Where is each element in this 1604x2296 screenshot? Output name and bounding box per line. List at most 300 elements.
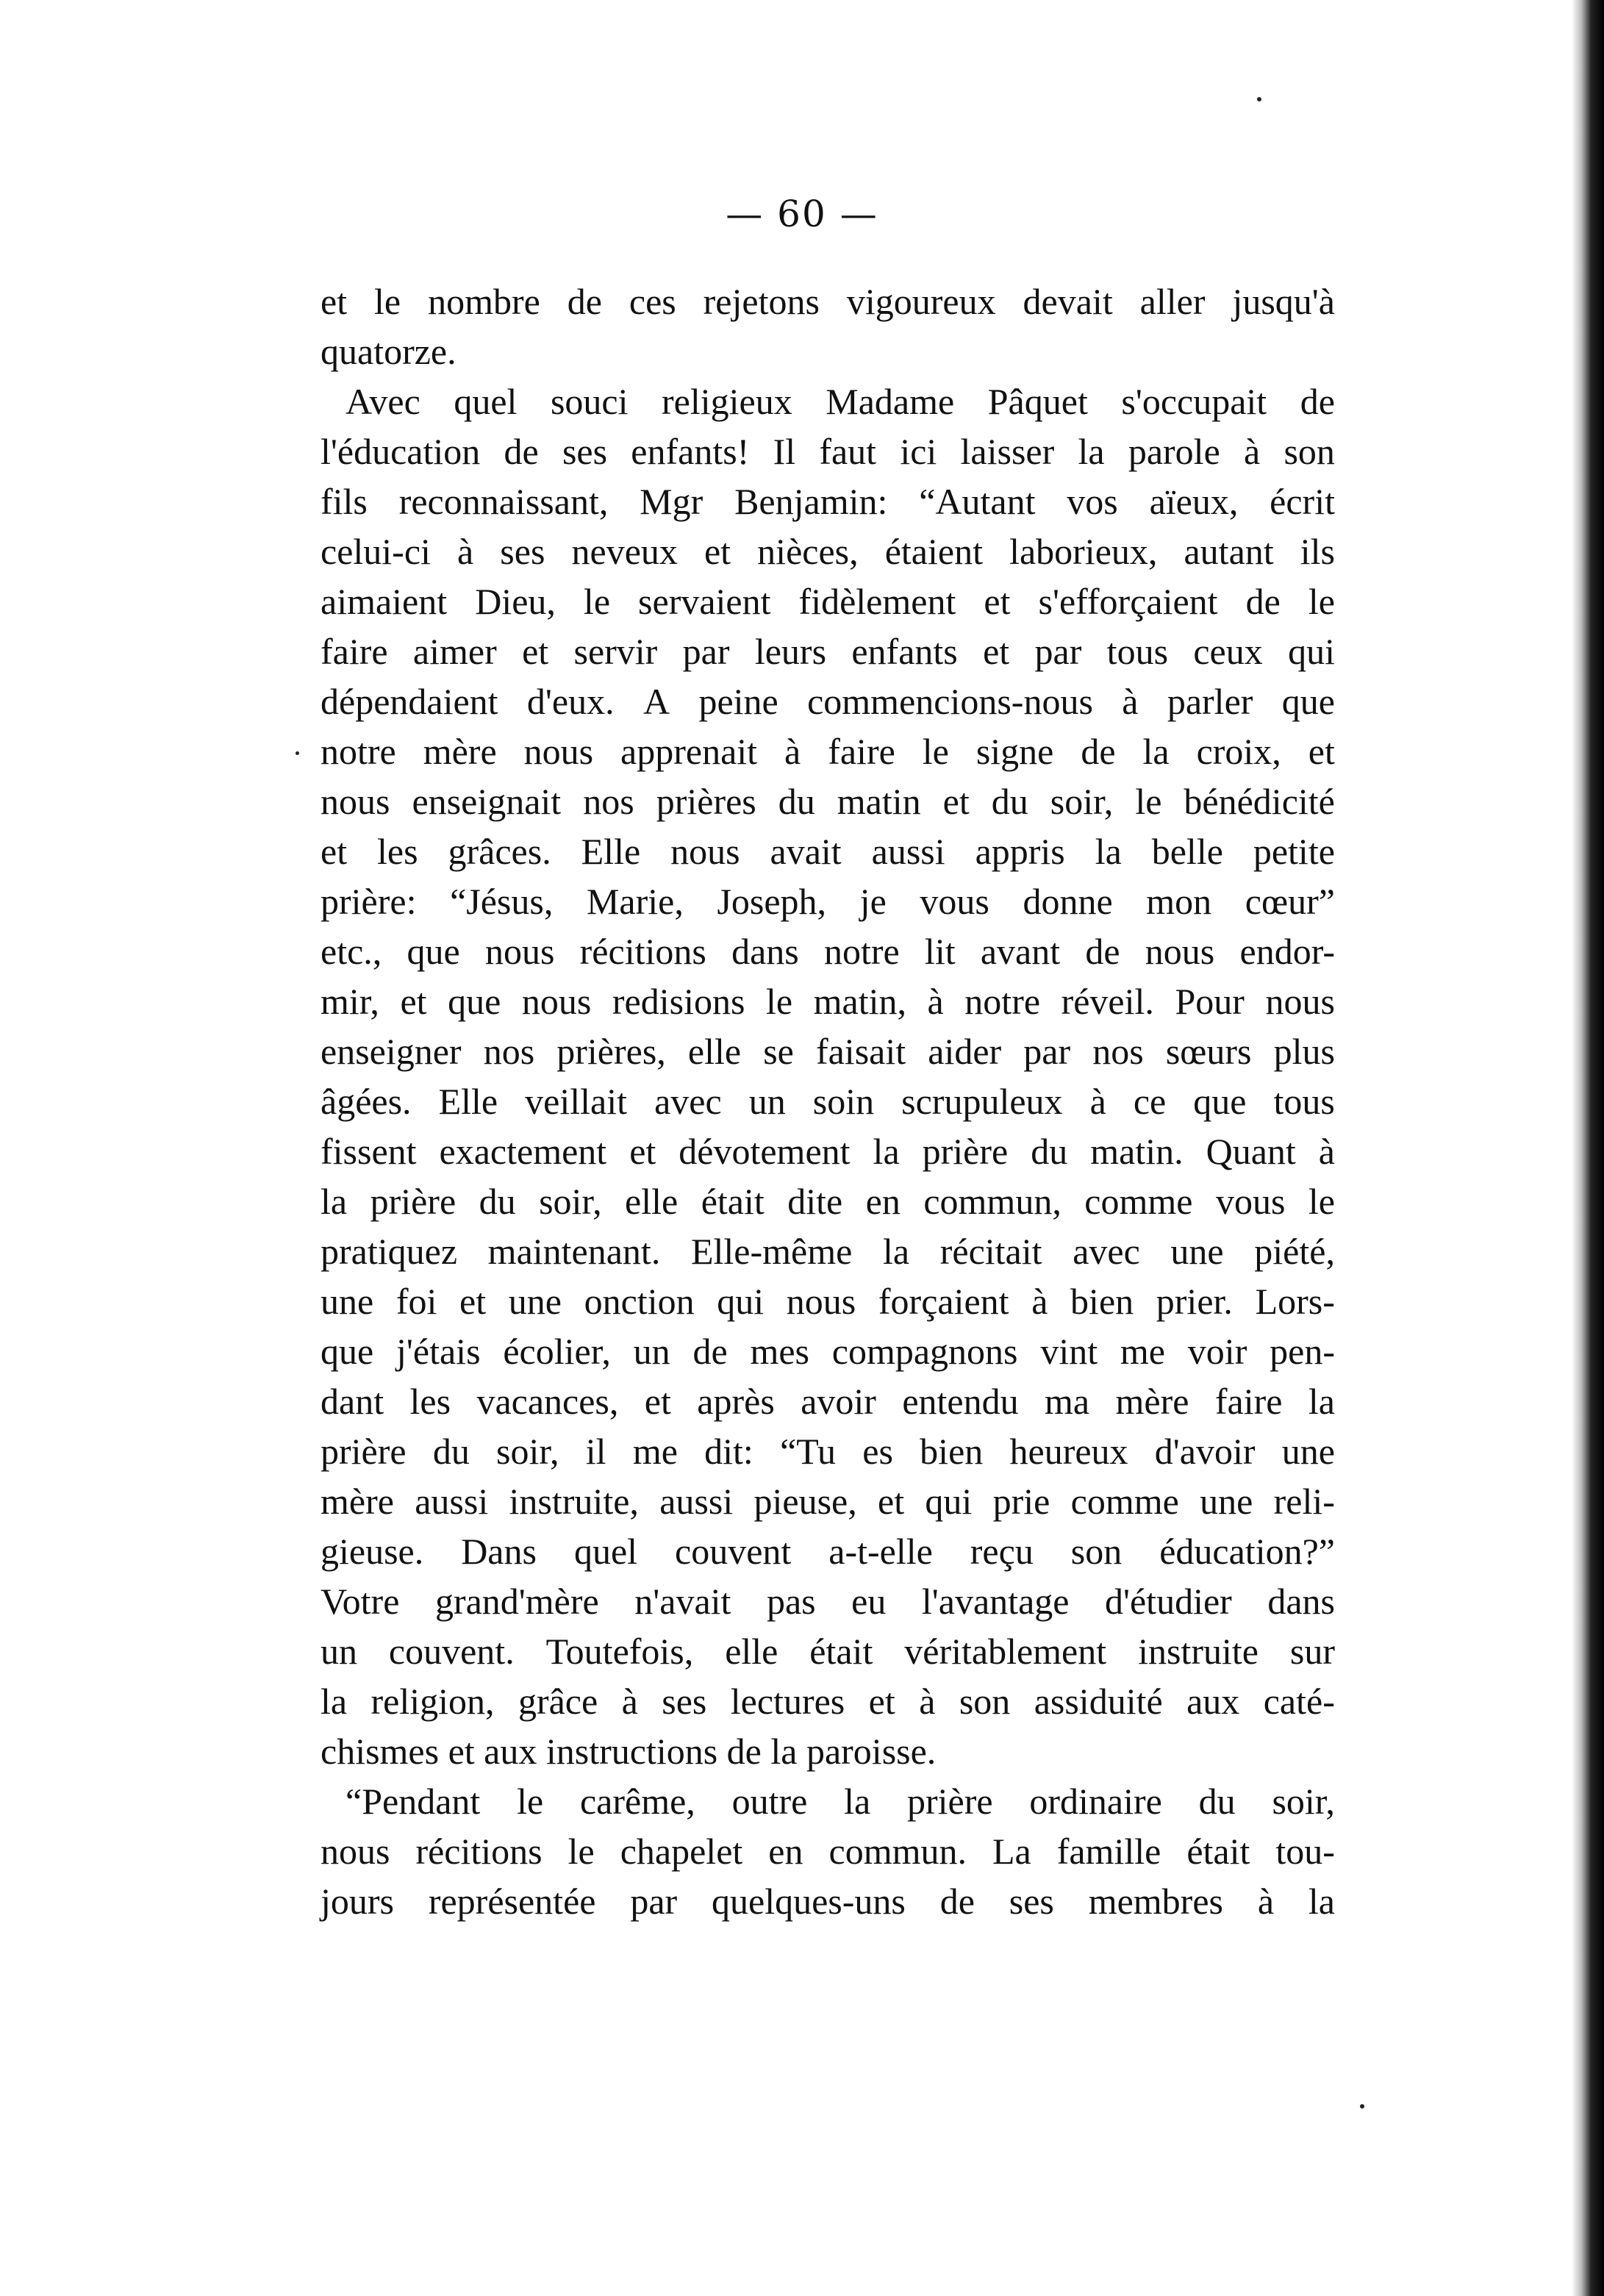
word: la <box>1308 1881 1335 1922</box>
word: parler <box>1167 681 1253 722</box>
word: matin, <box>813 981 906 1022</box>
word: onction <box>584 1281 695 1322</box>
word: pas <box>766 1581 816 1622</box>
word: mère <box>423 731 497 772</box>
word: comme <box>1070 1481 1179 1522</box>
text-line <box>321 726 1335 776</box>
word: grâces. <box>448 831 551 872</box>
word: prière <box>370 1181 457 1222</box>
word: nos <box>483 1031 535 1072</box>
word: prières <box>656 781 756 822</box>
text-line <box>321 526 1335 576</box>
word: Joseph, <box>717 881 827 922</box>
scan-speck <box>296 751 299 755</box>
word: la <box>1308 1381 1335 1422</box>
word: récitions <box>415 1831 543 1872</box>
text-line <box>321 826 1335 876</box>
word: en <box>865 1181 901 1222</box>
word: petite <box>1253 831 1335 872</box>
word: que <box>1281 681 1335 722</box>
word: qui <box>717 1281 765 1322</box>
text-line <box>321 776 1335 826</box>
word: était <box>701 1181 765 1222</box>
word: reconnaissant, <box>398 481 609 522</box>
word: avoir <box>801 1381 876 1422</box>
word: était <box>1186 1831 1250 1872</box>
word: la <box>1078 431 1105 472</box>
word: par <box>682 631 730 672</box>
word: nièces, <box>757 531 859 572</box>
word: couvent <box>675 1531 792 1572</box>
word: à <box>621 1681 638 1722</box>
word: mon <box>1146 881 1212 922</box>
word: tous <box>1273 1081 1335 1122</box>
word: Madame <box>826 381 955 422</box>
word: elle <box>687 1031 742 1072</box>
word: la <box>321 1181 348 1222</box>
word: avec <box>654 1081 722 1122</box>
word: à <box>1089 1081 1106 1122</box>
word: matin. <box>1090 1131 1184 1172</box>
word: enseignait <box>412 781 562 822</box>
word: du <box>1031 1131 1068 1172</box>
word: que <box>448 981 501 1022</box>
word: rejetons <box>703 281 820 322</box>
word: écrit <box>1270 481 1335 522</box>
text-line <box>321 1526 1335 1576</box>
word: jours <box>321 1881 394 1922</box>
word: et <box>400 981 427 1022</box>
word: que <box>407 931 460 972</box>
word: j'étais <box>396 1331 481 1372</box>
word: de <box>692 1331 728 1372</box>
scan-speck <box>1360 2104 1364 2109</box>
word: le <box>583 581 611 622</box>
word: prière <box>922 1131 1009 1172</box>
word: et <box>522 631 549 672</box>
word: Benjamin: <box>734 481 888 522</box>
word: le <box>765 981 793 1022</box>
text-line <box>321 1026 1335 1076</box>
text-line <box>321 976 1335 1026</box>
word: piété, <box>1254 1231 1335 1272</box>
word: Elle <box>581 831 641 872</box>
word: tous <box>1106 631 1169 672</box>
word: nombre <box>428 281 540 322</box>
word: un <box>321 1631 357 1672</box>
word: outre <box>731 1781 808 1822</box>
word: dévotement <box>679 1131 851 1172</box>
word: cœur” <box>1245 881 1335 922</box>
word: à <box>784 731 801 772</box>
word: prière <box>907 1781 993 1822</box>
word: du <box>778 781 815 822</box>
word: qui <box>925 1481 973 1522</box>
word: avait <box>770 831 842 872</box>
word: prière <box>321 1431 407 1472</box>
word: compagnons <box>831 1331 1018 1372</box>
word: soir, <box>496 1431 559 1472</box>
word: Pour <box>1175 981 1245 1022</box>
word: enfants <box>851 631 958 672</box>
word: un <box>748 1081 786 1122</box>
word: d'eux. <box>526 681 615 722</box>
word: autant <box>1184 531 1274 572</box>
word: soir, <box>539 1181 602 1222</box>
word: laborieux, <box>1009 531 1158 572</box>
word: souci <box>550 381 629 422</box>
word: Mgr <box>640 481 703 522</box>
word: appris <box>975 831 1065 872</box>
word: une <box>1200 1481 1253 1522</box>
word: comme <box>1084 1181 1193 1222</box>
word: n'avait <box>634 1581 731 1622</box>
word: et <box>321 831 348 872</box>
word: veillait <box>525 1081 628 1122</box>
word: aimer <box>412 631 497 672</box>
word: elle <box>625 1181 679 1222</box>
word: de <box>1300 381 1335 422</box>
word: et <box>984 581 1011 622</box>
word: Marie, <box>586 881 684 922</box>
word: se <box>763 1031 794 1072</box>
word: Quant <box>1206 1131 1296 1172</box>
word: représentée <box>428 1881 596 1922</box>
word: récitait <box>939 1231 1042 1272</box>
word: neveux <box>571 531 678 572</box>
word: religieux <box>662 381 792 422</box>
text-line: quatorze. <box>321 331 457 372</box>
word: à <box>927 981 944 1022</box>
word: bien <box>920 1431 984 1472</box>
word: grand'mère <box>434 1581 599 1622</box>
text-line <box>321 1076 1335 1126</box>
word: d'avoir <box>1154 1431 1256 1472</box>
word: avant <box>980 931 1061 972</box>
word: ces <box>629 281 676 322</box>
word: notre <box>321 731 396 772</box>
word: servaient <box>638 581 771 622</box>
scan-edge-shadow <box>1572 0 1604 2296</box>
word: et <box>629 1131 656 1172</box>
word: le <box>1308 581 1335 622</box>
word: assiduité <box>1034 1681 1163 1722</box>
word: avec <box>1073 1231 1140 1272</box>
word: fils <box>321 481 368 522</box>
word: dite <box>787 1181 843 1222</box>
word: soir, <box>1050 781 1114 822</box>
text-line: chismes et aux instructions de la paroisse. <box>321 1731 937 1772</box>
word: aussi <box>415 1481 489 1522</box>
word: aller <box>1139 281 1206 322</box>
word: et <box>1308 731 1335 772</box>
word: “Pendant <box>345 1781 481 1822</box>
word: et <box>878 1481 905 1522</box>
word: une <box>1281 1431 1335 1472</box>
word: leurs <box>754 631 827 672</box>
word: endor- <box>1239 931 1335 972</box>
word: Elle <box>438 1081 498 1122</box>
word: les <box>377 831 418 872</box>
word: à <box>1257 1881 1275 1922</box>
word: vigoureux <box>846 281 996 322</box>
word: étaient <box>884 531 983 572</box>
word: commun. <box>828 1831 967 1872</box>
word: Dans <box>461 1531 537 1572</box>
word: réveil. <box>1061 981 1154 1022</box>
text-line <box>321 1876 1335 1926</box>
word: pieuse, <box>753 1481 857 1522</box>
word: soin <box>812 1081 875 1122</box>
text-line <box>321 1276 1335 1326</box>
text-line <box>321 276 1335 326</box>
text-line <box>321 1676 1335 1726</box>
word: mes <box>750 1331 809 1372</box>
word: par <box>630 1881 678 1922</box>
word: nous <box>523 731 594 772</box>
word: que <box>1193 1081 1247 1122</box>
word: vacances, <box>476 1381 619 1422</box>
word: la <box>1142 731 1170 772</box>
word: la <box>1095 831 1122 872</box>
word: le <box>374 281 401 322</box>
text-line <box>321 626 1335 676</box>
word: notre <box>823 931 900 972</box>
word: écolier, <box>503 1331 611 1372</box>
word: et <box>703 531 731 572</box>
word: ma <box>1045 1381 1090 1422</box>
word: Il <box>773 431 796 472</box>
word: Votre <box>321 1581 400 1622</box>
word: ce <box>1133 1081 1167 1122</box>
word: laisser <box>960 431 1055 472</box>
text-line <box>321 1226 1335 1276</box>
word: récitions <box>579 931 706 972</box>
word: nos <box>1092 1031 1144 1072</box>
word: dépendaient <box>321 681 498 722</box>
word: “Jésus, <box>450 881 554 922</box>
word: le <box>517 1781 544 1822</box>
word: dit: <box>704 1431 753 1472</box>
word: mère <box>1115 1381 1189 1422</box>
word: un <box>633 1331 670 1372</box>
word: reli- <box>1273 1481 1335 1522</box>
word: redisions <box>612 981 745 1022</box>
word: carême, <box>579 1781 695 1822</box>
word: ses <box>1009 1881 1054 1922</box>
word: La <box>992 1831 1031 1872</box>
text-line <box>321 476 1335 526</box>
word: ceux <box>1193 631 1263 672</box>
text-line <box>321 926 1335 976</box>
word: aïeux, <box>1149 481 1239 522</box>
word: de <box>939 1881 975 1922</box>
text-line <box>321 1126 1335 1176</box>
word: véritablement <box>904 1631 1107 1672</box>
word: âgées. <box>321 1081 412 1122</box>
word: maintenant. <box>487 1231 661 1272</box>
word: croix, <box>1196 731 1281 772</box>
text-line <box>321 1326 1335 1376</box>
word: en <box>768 1831 803 1872</box>
body-text <box>321 276 1335 1926</box>
word: nous <box>1265 981 1335 1022</box>
word: lit <box>924 931 956 972</box>
word: ils <box>1300 531 1335 572</box>
word: tou- <box>1275 1831 1335 1872</box>
word: bénédicité <box>1184 781 1335 822</box>
word: prières, <box>556 1031 666 1072</box>
word: après <box>697 1381 775 1422</box>
word: du <box>432 1431 470 1472</box>
text-line <box>321 1826 1335 1876</box>
word: pen- <box>1270 1331 1335 1372</box>
word: à <box>919 1681 936 1722</box>
word: voir <box>1187 1331 1247 1372</box>
word: donne <box>1023 881 1113 922</box>
word: eu <box>851 1581 887 1622</box>
text-line <box>321 1376 1335 1426</box>
word: religion, <box>370 1681 495 1722</box>
word: mère <box>321 1481 394 1522</box>
word: je <box>859 881 887 922</box>
word: scrupuleux <box>901 1081 1063 1122</box>
word: me <box>632 1431 678 1472</box>
word: ordinaire <box>1029 1781 1162 1822</box>
word: était <box>809 1631 873 1672</box>
word: à <box>1318 1131 1335 1172</box>
word: l'avantage <box>921 1581 1070 1622</box>
word: nous <box>521 981 592 1022</box>
word: Avec <box>345 381 420 422</box>
word: a-t-elle <box>828 1531 933 1572</box>
word: dans <box>731 931 799 972</box>
word: nos <box>583 781 634 822</box>
word: éducation?” <box>1159 1531 1335 1572</box>
word: famille <box>1056 1831 1161 1872</box>
word: couvent. <box>388 1631 515 1672</box>
word: faisait <box>815 1031 906 1072</box>
word: et <box>983 631 1010 672</box>
word: enfants! <box>631 431 750 472</box>
word: nous <box>1145 931 1215 972</box>
word: bien <box>1070 1281 1134 1322</box>
text-line <box>321 1776 1335 1826</box>
word: Pâquet <box>987 381 1088 422</box>
word: le <box>1135 781 1162 822</box>
word: s'occupait <box>1121 381 1267 422</box>
word: de <box>504 431 539 472</box>
word: que <box>321 1331 374 1372</box>
word: aimaient <box>321 581 448 622</box>
word: nous <box>321 1831 390 1872</box>
word: enseigner <box>321 1031 462 1072</box>
word: la <box>844 1781 871 1822</box>
word: plus <box>1273 1031 1335 1072</box>
word: foi <box>395 1281 437 1322</box>
word: à <box>457 531 474 572</box>
word: peine <box>698 681 778 722</box>
word: lectures <box>730 1681 845 1722</box>
word: aussi <box>659 1481 734 1522</box>
word: celui-ci <box>321 531 431 572</box>
word: fidèlement <box>798 581 956 622</box>
word: vous <box>920 881 989 922</box>
word: commencions-nous <box>807 681 1093 722</box>
word: chapelet <box>620 1831 743 1872</box>
word: ses <box>662 1681 707 1722</box>
text-line <box>321 1626 1335 1676</box>
word: nous <box>670 831 740 872</box>
word: et <box>942 781 970 822</box>
word: caté- <box>1263 1681 1335 1722</box>
word: et <box>321 281 348 322</box>
text-line <box>321 1176 1335 1226</box>
word: l'éducation <box>321 431 481 472</box>
word: forçaient <box>878 1281 1009 1322</box>
word: la <box>882 1231 910 1272</box>
text-line <box>321 426 1335 476</box>
word: une <box>321 1281 374 1322</box>
word: sur <box>1289 1631 1335 1672</box>
word: gieuse. <box>321 1531 424 1572</box>
word: aux <box>1186 1681 1240 1722</box>
text-line <box>321 1576 1335 1626</box>
word: une <box>1170 1231 1224 1272</box>
word: du <box>991 781 1028 822</box>
word: la <box>873 1131 900 1172</box>
word: de <box>1085 931 1120 972</box>
word: son <box>1070 1531 1123 1572</box>
word: entendu <box>902 1381 1019 1422</box>
word: devait <box>1023 281 1113 322</box>
text-line <box>321 376 1335 426</box>
word: et <box>868 1681 895 1722</box>
word: heureux <box>1009 1431 1128 1472</box>
word: quel <box>454 381 518 422</box>
word: nous <box>484 931 555 972</box>
word: “Tu <box>780 1431 837 1472</box>
word: de <box>1081 731 1116 772</box>
word: faire <box>1214 1381 1283 1422</box>
word: son <box>1283 431 1335 472</box>
word: d'étudier <box>1104 1581 1232 1622</box>
word: belle <box>1151 831 1223 872</box>
word: prière: <box>321 881 417 922</box>
page-number: — 60 — <box>726 193 878 235</box>
word: du <box>1198 1781 1236 1822</box>
word: nous <box>321 781 390 822</box>
word: grâce <box>518 1681 598 1722</box>
word: instruite <box>1138 1631 1259 1672</box>
word: mir, <box>321 981 379 1022</box>
word: commun, <box>923 1181 1061 1222</box>
word: fissent <box>321 1131 417 1172</box>
word: de <box>567 281 602 322</box>
word: reçu <box>970 1531 1034 1572</box>
word: pratiquez <box>321 1231 458 1272</box>
word: et <box>459 1281 487 1322</box>
word: nous <box>786 1281 856 1322</box>
word: soir, <box>1272 1781 1335 1822</box>
text-line <box>321 676 1335 726</box>
word: parole <box>1128 431 1220 472</box>
word: signe <box>975 731 1054 772</box>
word: matin <box>837 781 921 822</box>
word: le <box>922 731 949 772</box>
text-line <box>321 1426 1335 1476</box>
word: Toutefois, <box>545 1631 694 1672</box>
